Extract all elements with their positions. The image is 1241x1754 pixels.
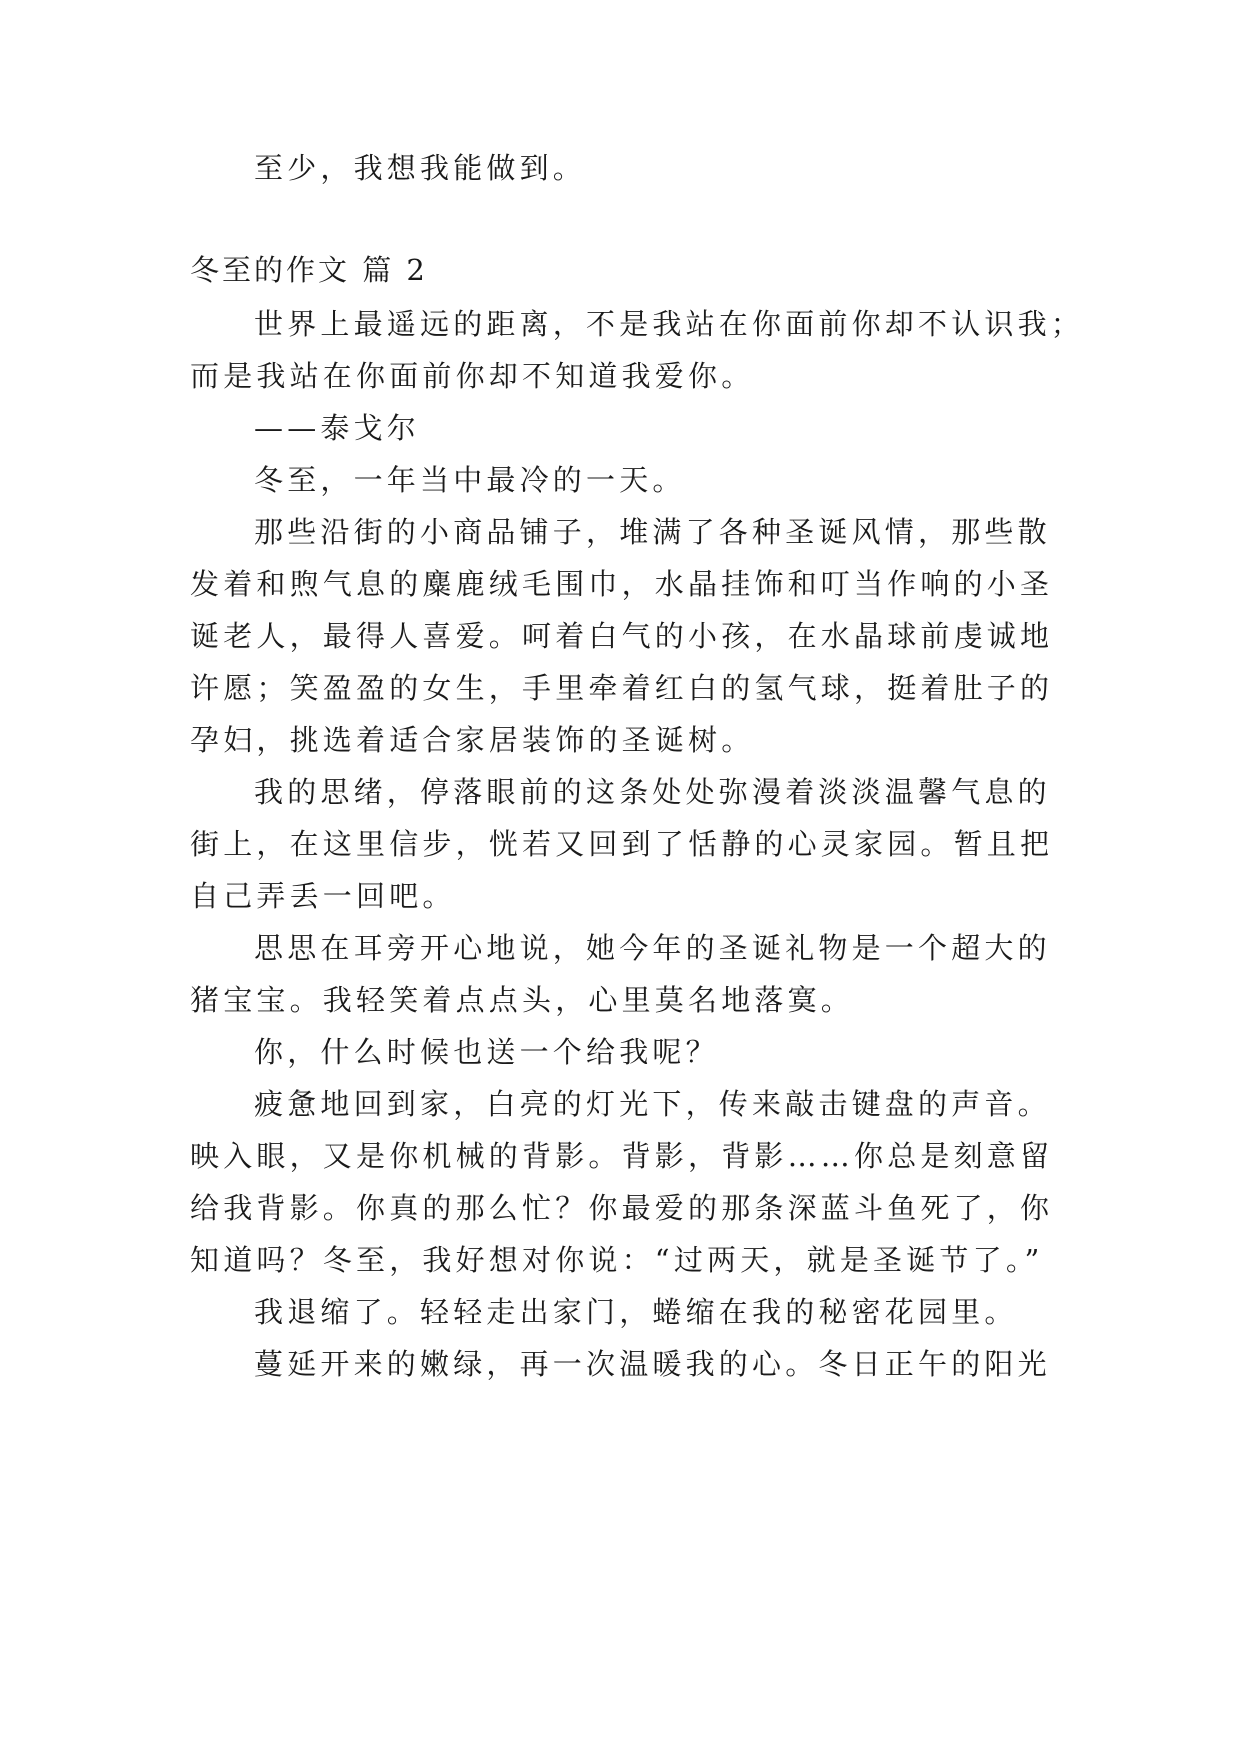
paragraph-line: 映入眼，又是你机械的背影。背影，背影……你总是刻意留 [190,1139,1054,1173]
paragraph-line: 诞老人，最得人喜爱。呵着白气的小孩，在水晶球前虔诚地 [190,619,1054,653]
paragraph-line: 冬至，一年当中最冷的一天。 [254,463,686,497]
paragraph-line: 世界上最遥远的距离，不是我站在你面前你却不认识我； [254,307,1085,341]
paragraph-line: 蔓延开来的嫩绿，再一次温暖我的心。冬日正午的阳光 [254,1347,1051,1381]
paragraph-line: 自己弄丢一回吧。 [190,879,456,913]
paragraph-line: 孕妇，挑选着适合家居装饰的圣诞树。 [190,723,755,757]
paragraph-line: 我的思绪，停落眼前的这条处处弥漫着淡淡温馨气息的 [254,775,1051,809]
paragraph-line: 许愿；笑盈盈的女生，手里牵着红白的氢气球，挺着肚子的 [190,671,1054,705]
paragraph-line: 你，什么时候也送一个给我呢？ [254,1035,719,1069]
paragraph-line: 而是我站在你面前你却不知道我爱你。 [190,359,755,393]
paragraph-line: 知道吗？冬至，我好想对你说：“过两天，就是圣诞节了。” [190,1243,1044,1277]
paragraph-line: 思思在耳旁开心地说，她今年的圣诞礼物是一个超大的 [254,931,1051,965]
paragraph-line: 发着和煦气息的麋鹿绒毛围巾，水晶挂饰和叮当作响的小圣 [190,567,1054,601]
closing-line: 至少，我想我能做到。 [254,151,587,185]
paragraph-line: 街上，在这里信步，恍若又回到了恬静的心灵家园。暂且把 [190,827,1054,861]
paragraph-line: 给我背影。你真的那么忙？你最爱的那条深蓝斗鱼死了，你 [190,1191,1054,1225]
paragraph-line: 猪宝宝。我轻笑着点点头，心里莫名地落寞。 [190,983,855,1017]
section-title: 冬至的作文 篇 2 [190,253,428,287]
paragraph-line: 那些沿街的小商品铺子，堆满了各种圣诞风情，那些散 [254,515,1051,549]
quote-attribution: ——泰戈尔 [254,411,421,445]
paragraph-line: 疲惫地回到家，白亮的灯光下，传来敲击键盘的声音。 [254,1087,1051,1121]
paragraph-line: 我退缩了。轻轻走出家门，蜷缩在我的秘密花园里。 [254,1295,1018,1329]
